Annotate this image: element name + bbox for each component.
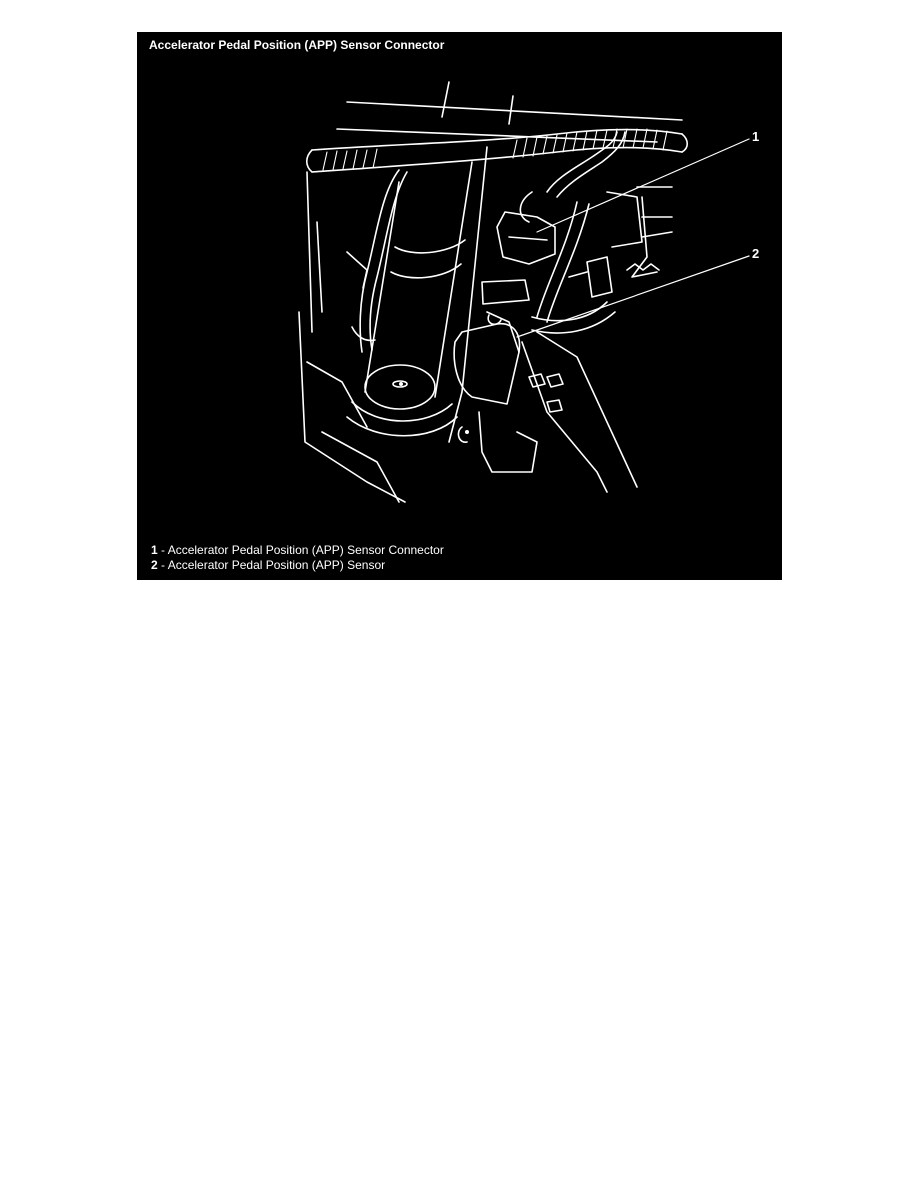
app-sensor-mount xyxy=(487,312,519,352)
top-panel-line xyxy=(337,129,657,142)
legend-item-1 xyxy=(151,543,444,558)
connector-harness-loop xyxy=(547,204,589,322)
left-panel xyxy=(307,362,367,427)
diagram-figure xyxy=(137,32,782,580)
panel-slot xyxy=(547,400,562,412)
left-harness xyxy=(360,170,399,352)
app-sensor xyxy=(454,324,519,404)
steering-column-band xyxy=(395,240,465,253)
right-bracket xyxy=(642,232,672,237)
callout-2: 2 xyxy=(752,246,760,261)
connector-harness-lower xyxy=(532,312,615,333)
leader-line-2 xyxy=(517,256,749,337)
panel-slot xyxy=(547,374,563,387)
sensor-connector xyxy=(509,237,547,240)
figure-title: Accelerator Pedal Position (APP) Sensor Connector xyxy=(149,38,445,52)
legend-number: 2 xyxy=(151,558,158,572)
sensor-connector-lock xyxy=(482,280,529,304)
legend-separator: - xyxy=(161,543,168,557)
line-drawing xyxy=(137,32,782,580)
top-panel-edge xyxy=(442,82,449,117)
right-panel xyxy=(537,332,637,487)
legend xyxy=(151,543,444,573)
right-panel xyxy=(522,342,607,492)
connector-harness-loop xyxy=(520,192,532,222)
harness-upper-end xyxy=(682,134,687,152)
harness-upper-end xyxy=(307,150,312,172)
connector-harness-lower xyxy=(532,302,607,321)
top-panel-line xyxy=(347,102,682,120)
left-panel xyxy=(307,172,312,332)
bracket-bolt xyxy=(458,427,467,442)
steering-column xyxy=(435,162,472,397)
callout-1: 1 xyxy=(752,129,760,144)
center-bracket xyxy=(479,412,537,472)
steering-column xyxy=(365,182,399,392)
right-bracket-teeth xyxy=(627,264,659,270)
legend-number: 1 xyxy=(151,543,158,557)
legend-separator: - xyxy=(161,558,168,572)
left-panel xyxy=(317,222,322,312)
connector-harness xyxy=(547,132,617,192)
column-mount xyxy=(352,402,452,421)
app-sensor-boss xyxy=(488,315,501,324)
right-connector xyxy=(587,257,612,297)
right-bracket xyxy=(607,192,642,247)
right-connector xyxy=(569,272,587,277)
legend-label: Accelerator Pedal Position (APP) Sensor Connector xyxy=(167,543,444,557)
left-panel xyxy=(299,312,405,502)
legend-label: Accelerator Pedal Position (APP) Sensor xyxy=(167,558,386,572)
left-panel xyxy=(322,432,399,502)
left-clip xyxy=(352,327,375,340)
harness-upper xyxy=(312,148,682,173)
left-clip xyxy=(347,252,367,288)
legend-item-2 xyxy=(151,558,444,573)
steering-column-band xyxy=(391,264,461,278)
